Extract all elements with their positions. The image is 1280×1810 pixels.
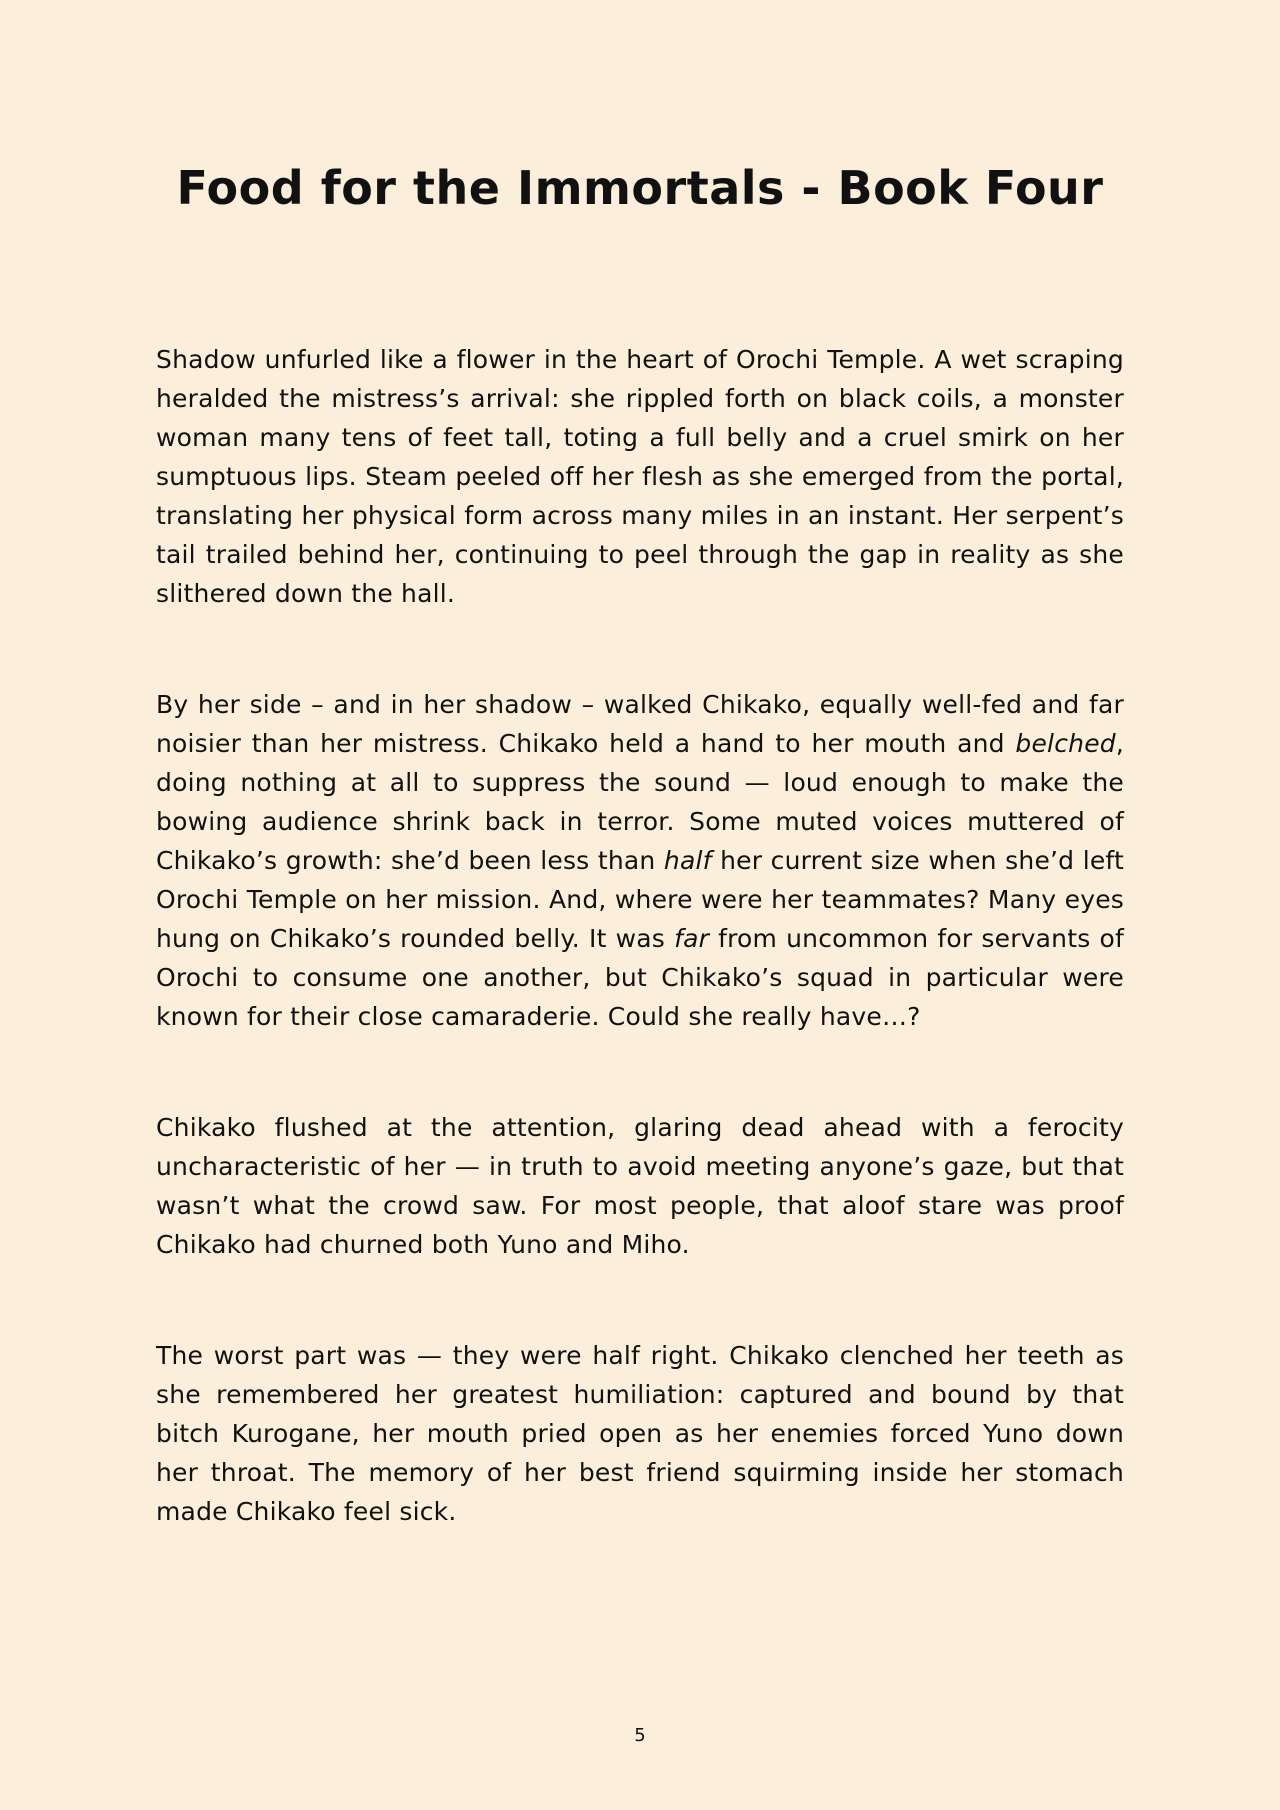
page-title: Food for the Immortals - Book Four [176,161,1104,215]
paragraph-2 [156,685,1124,1036]
emphasis-far: far [674,924,710,953]
paragraph-4 [156,1336,1124,1531]
paragraph-4-text: The worst part was — they were half right. Chikako clenched her teeth as she remembered her greatest humiliation: captured and bound by that bitch Kurogane, her mouth pried open as her enemies forced Yuno down her throat. The memory of her best friend squirming inside her stomach made Chikako feel sick. [156,1341,1124,1526]
paragraph-2-text: , doing nothing at all to suppress the sound — loud enough to make the bowing audience shrink back in terror. Some muted voices muttered of Chikako’s growth: she’d been less than [156,729,1124,875]
emphasis-belched: belched [1015,729,1116,758]
paragraph-3 [156,1108,1124,1264]
paragraph-1 [156,340,1124,613]
emphasis-half: half [663,846,712,875]
paragraph-3-text: Chikako flushed at the attention, glaring dead ahead with a ferocity uncharacteristic of her — in truth to avoid meeting anyone’s gaze, but that wasn’t what the crowd saw. For most people, that aloof stare was proof Chikako had churned both Yuno and Miho. [156,1113,1124,1259]
paragraph-2-text: her current size when she’d left Orochi Temple on her mission. And, where were her teammates? Many eyes hung on Chikako’s rounded belly. It was [156,846,1124,953]
body-text [156,340,1124,1603]
paragraph-2-text: By her side – and in her shadow – walked Chikako, equally well-fed and far noisier than her mistress. Chikako held a hand to her mouth and [156,690,1124,758]
paragraph-2-text: from uncommon for servants of Orochi to consume one another, but Chikako’s squad in particular were known for their close camaraderie. Could she really have…? [156,924,1124,1031]
paragraph-1-text: Shadow unfurled like a flower in the heart of Orochi Temple. A wet scraping heralded the mistress’s arrival: she rippled forth on black coils, a monster woman many tens of feet tall, toting a full belly and a cruel smirk on her sumptuous lips. Steam peeled off her flesh as she emerged from the portal, translating her physical form across many miles in an instant. Her serpent’s tail trailed behind her, continuing to peel through the gap in reality as she slithered down the hall. [156,345,1124,608]
page-number: 5 [634,1725,646,1746]
